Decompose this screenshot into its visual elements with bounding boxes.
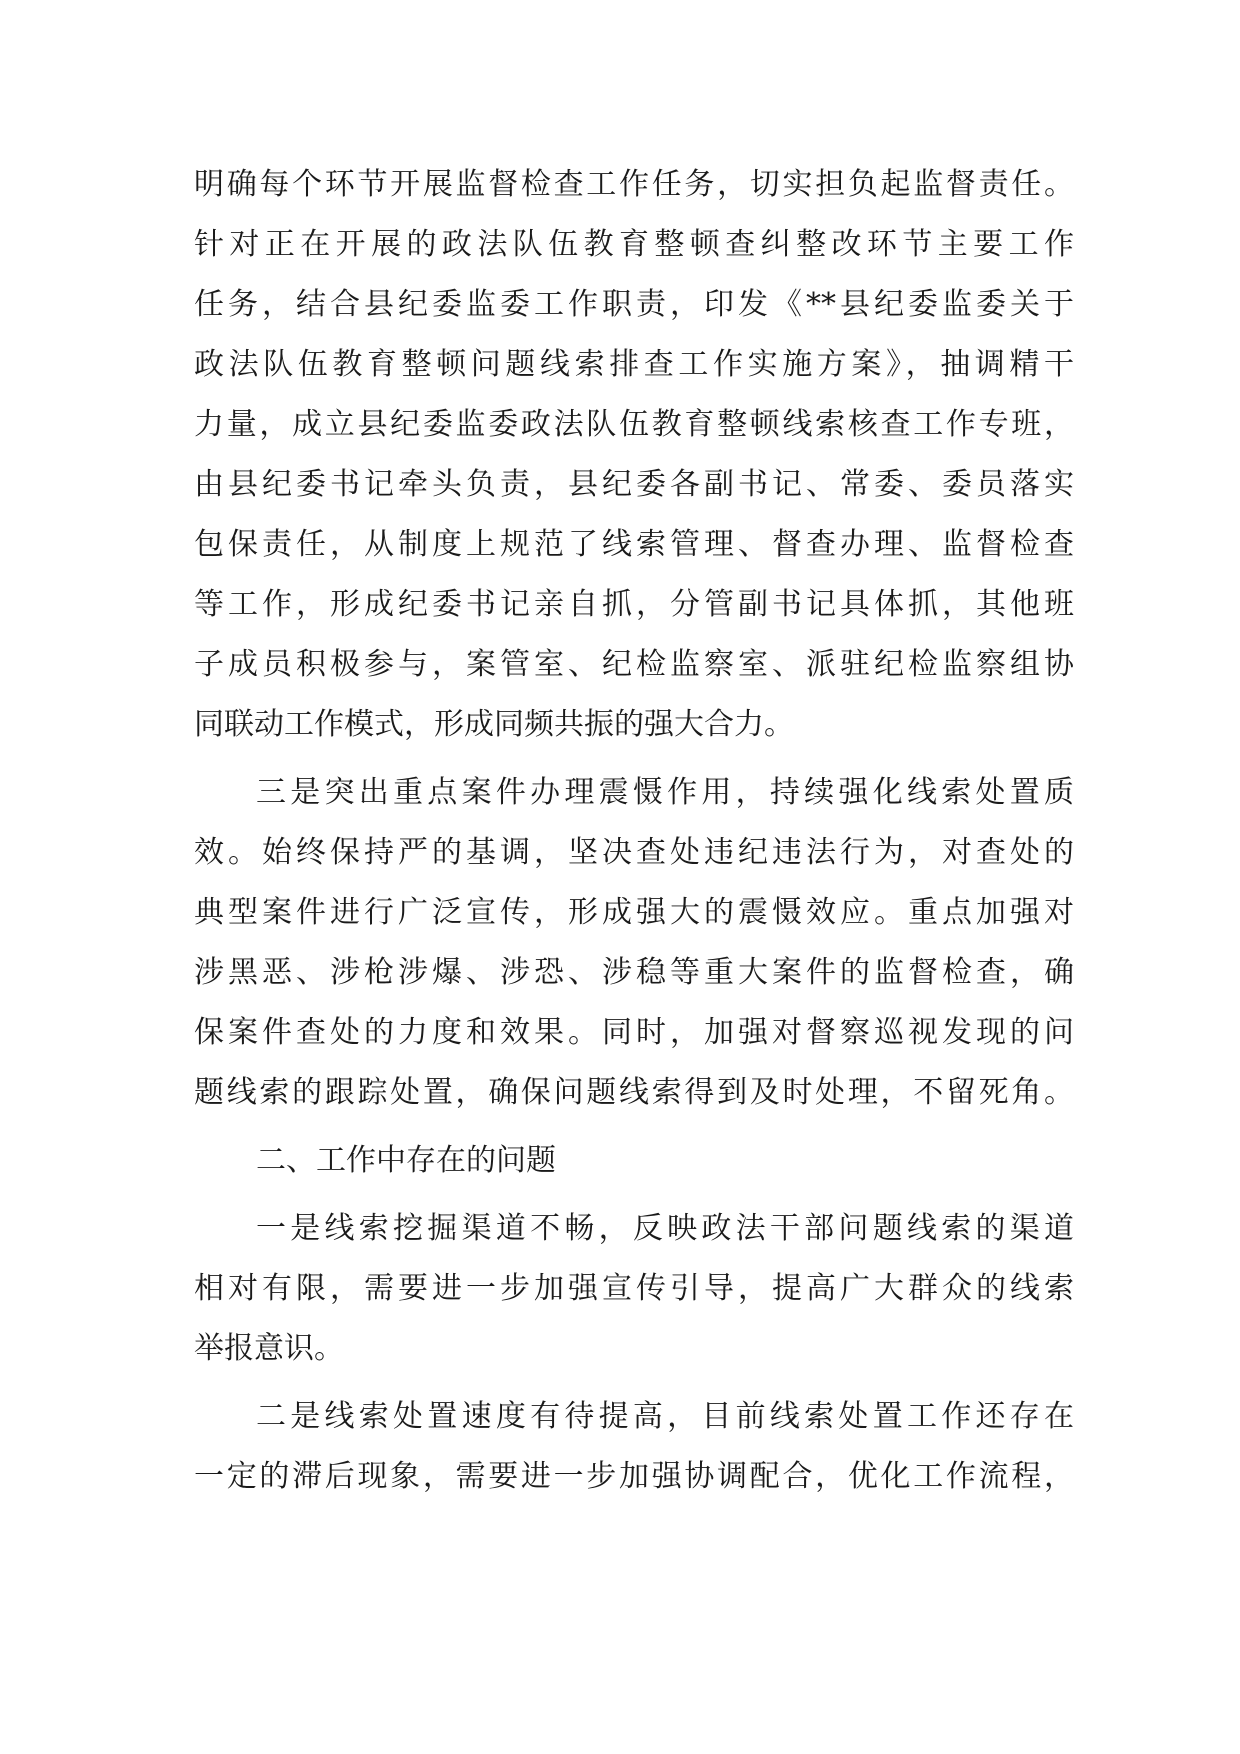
text-line: 二是线索处置速度有待提高，目前线索处置工作还存在 — [256, 1399, 1074, 1434]
text-line: 力量，成立县纪委监委政法队伍教育整顿线索核查工作专班， — [194, 407, 1074, 442]
text-line: 包保责任，从制度上规范了线索管理、督查办理、监督检查 — [194, 527, 1074, 562]
text-line: 针对正在开展的政法队伍教育整顿查纠整改环节主要工作 — [194, 227, 1074, 262]
text-line: 三是突出重点案件办理震慑作用，持续强化线索处置质 — [256, 775, 1074, 810]
text-line: 相对有限，需要进一步加强宣传引导，提高广大群众的线索 — [194, 1271, 1074, 1306]
text-line: 题线索的跟踪处置，确保问题线索得到及时处理，不留死角。 — [194, 1075, 1074, 1110]
text-line: 典型案件进行广泛宣传，形成强大的震慑效应。重点加强对 — [194, 895, 1074, 930]
text-line: 涉黑恶、涉枪涉爆、涉恐、涉稳等重大案件的监督检查，确 — [194, 955, 1074, 990]
text-line: 由县纪委书记牵头负责，县纪委各副书记、常委、委员落实 — [194, 467, 1074, 502]
section-heading-problems — [194, 1131, 1074, 1191]
text-line: 政法队伍教育整顿问题线索排查工作实施方案》，抽调精干 — [194, 347, 1074, 382]
text-line: 一定的滞后现象，需要进一步加强协调配合，优化工作流程， — [194, 1459, 1074, 1494]
paragraph-supervision-duty — [194, 155, 1074, 755]
text-line: 明确每个环节开展监督检查工作任务，切实担负起监督责任。 — [194, 167, 1074, 202]
text-line: 保案件查处的力度和效果。同时，加强对督察巡视发现的问 — [194, 1015, 1074, 1050]
paragraph-clue-channels — [194, 1199, 1074, 1379]
text-line: 任务，结合县纪委监委工作职责，印发《**县纪委监委关于 — [194, 287, 1074, 322]
section-heading: 二、工作中存在的问题 — [256, 1143, 556, 1178]
paragraph-clue-speed — [194, 1387, 1074, 1507]
text-line: 子成员积极参与，案管室、纪检监察室、派驻纪检监察组协 — [194, 647, 1074, 682]
text-line: 同联动工作模式，形成同频共振的强大合力。 — [194, 707, 794, 742]
text-line: 等工作，形成纪委书记亲自抓，分管副书记具体抓，其他班 — [194, 587, 1074, 622]
document-body — [194, 155, 1074, 1507]
text-line: 举报意识。 — [194, 1331, 344, 1366]
paragraph-key-cases — [194, 763, 1074, 1123]
text-line: 一是线索挖掘渠道不畅，反映政法干部问题线索的渠道 — [256, 1211, 1074, 1246]
text-line: 效。始终保持严的基调，坚决查处违纪违法行为，对查处的 — [194, 835, 1074, 870]
